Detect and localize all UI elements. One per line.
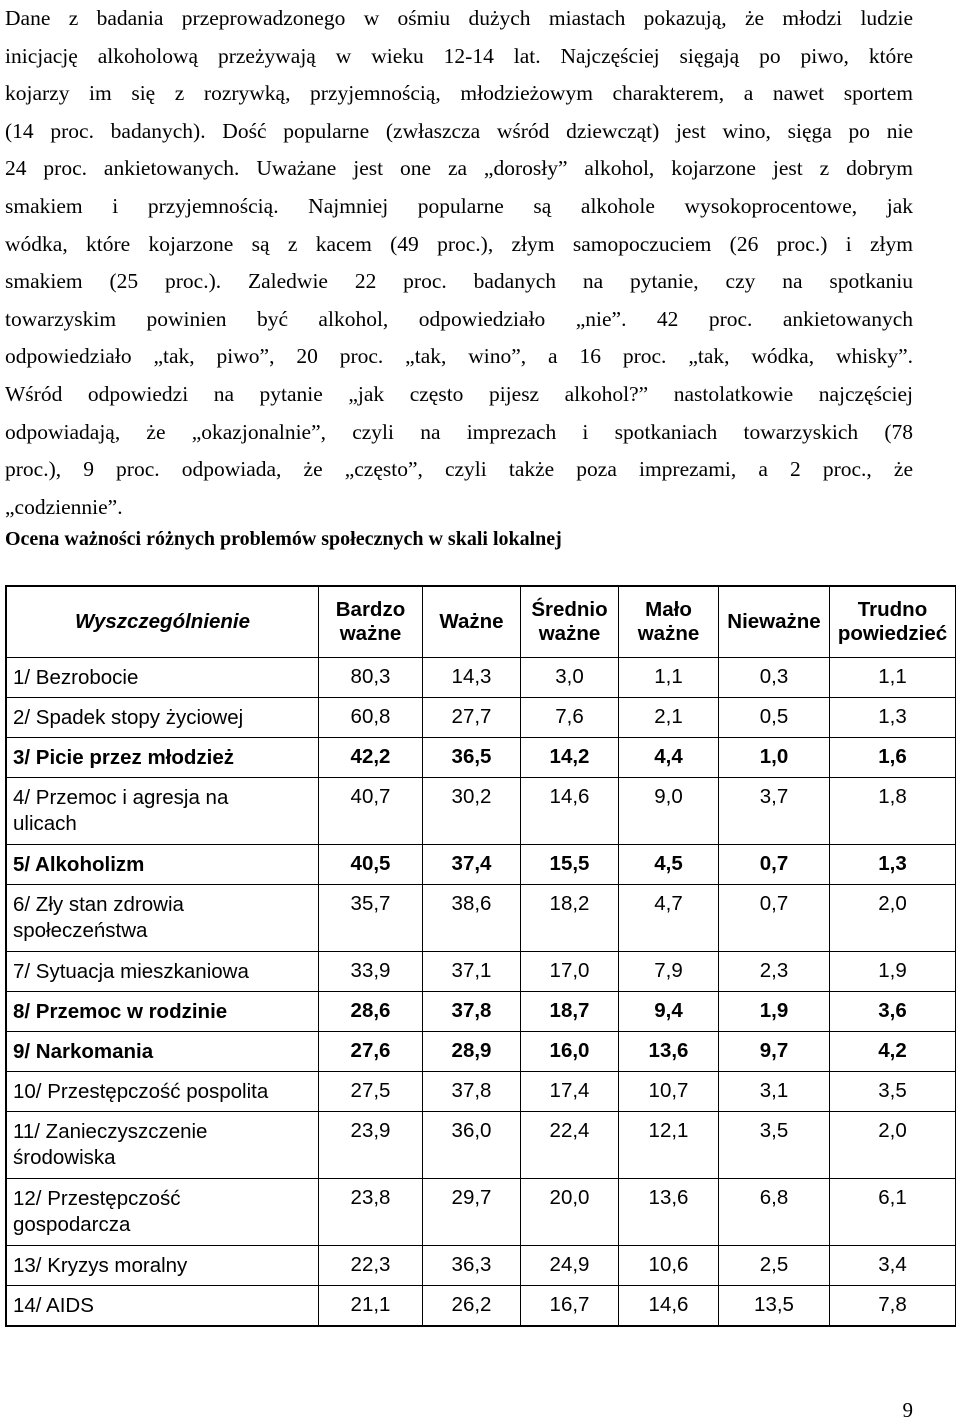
value-cell: 35,7 — [319, 885, 423, 952]
value-cell: 37,8 — [423, 992, 521, 1032]
table-row — [7, 738, 956, 778]
value-cell: 2,3 — [719, 952, 830, 992]
paragraph-line: towarzyskim powinien być alkohol, odpowiedziało „nie”. 42 proc. ankietowanych — [5, 306, 913, 331]
value-cell: 37,8 — [423, 1072, 521, 1112]
value-cell: 36,5 — [423, 738, 521, 778]
value-cell: 16,7 — [521, 1286, 619, 1326]
value-cell: 1,3 — [830, 698, 956, 738]
body-paragraph — [5, 0, 913, 526]
value-cell: 22,3 — [319, 1246, 423, 1286]
value-cell: 3,7 — [719, 778, 830, 845]
value-cell: 27,7 — [423, 698, 521, 738]
row-label — [7, 952, 319, 992]
value-cell: 80,3 — [319, 658, 423, 698]
value-cell: 1,9 — [830, 952, 956, 992]
value-cell: 29,7 — [423, 1179, 521, 1246]
column-header-text: ważne — [339, 622, 402, 645]
row-label-text: 6/ Zły stan zdrowia — [13, 893, 184, 916]
value-cell: 21,1 — [319, 1286, 423, 1326]
table-row — [7, 658, 956, 698]
paragraph-line: kojarzy im się z rozrywką, przyjemnością, młodzieżowym charakterem, a nawet sportem — [5, 81, 913, 106]
value-cell: 40,5 — [319, 845, 423, 885]
value-cell: 13,5 — [719, 1286, 830, 1326]
value-cell: 1,9 — [719, 992, 830, 1032]
value-cell: 6,1 — [830, 1179, 956, 1246]
table-row — [7, 952, 956, 992]
paragraph-line: Dane z badania przeprowadzonego w ośmiu dużych miastach pokazują, że młodzi ludzie — [5, 6, 913, 30]
column-header-text: powiedzieć — [837, 622, 948, 645]
value-cell: 33,9 — [319, 952, 423, 992]
value-cell: 2,0 — [830, 1112, 956, 1179]
value-cell: 14,2 — [521, 738, 619, 778]
row-label-text: 4/ Przemoc i agresja na — [13, 786, 229, 809]
value-cell: 15,5 — [521, 845, 619, 885]
table-heading: Ocena ważności różnych problemów społecznych w skali lokalnej — [5, 528, 562, 550]
paragraph-line: smakiem i przyjemnością. Najmniej popularne są alkohole wysokoprocentowe, jak — [5, 193, 913, 218]
page-number: 9 — [902, 1398, 913, 1422]
row-label-text: 5/ Alkoholizm — [13, 853, 145, 876]
value-cell: 28,6 — [319, 992, 423, 1032]
problems-table — [6, 586, 956, 1326]
row-label — [7, 1072, 319, 1112]
paragraph-line: odpowiadają, że „okazjonalnie”, czyli na imprezach i spotkaniach towarzyskich (78 — [5, 419, 913, 444]
table-row — [7, 845, 956, 885]
value-cell: 0,7 — [719, 885, 830, 952]
row-label-text: ulicach — [13, 812, 77, 835]
value-cell: 14,6 — [521, 778, 619, 845]
row-label — [7, 992, 319, 1032]
value-cell: 4,4 — [619, 738, 719, 778]
column-header — [830, 587, 956, 658]
row-label — [7, 845, 319, 885]
table-row — [7, 1072, 956, 1112]
column-header — [521, 587, 619, 658]
value-cell: 9,7 — [719, 1032, 830, 1072]
value-cell: 37,4 — [423, 845, 521, 885]
row-label-text: gospodarcza — [13, 1213, 131, 1236]
value-cell: 2,5 — [719, 1246, 830, 1286]
column-header — [7, 587, 319, 658]
column-header-text: ważne — [538, 622, 601, 645]
row-label — [7, 1179, 319, 1246]
column-header-text: ważne — [637, 622, 700, 645]
column-header — [719, 587, 830, 658]
value-cell: 20,0 — [521, 1179, 619, 1246]
table-row — [7, 1179, 956, 1246]
value-cell: 17,0 — [521, 952, 619, 992]
row-label-text: 1/ Bezrobocie — [13, 666, 139, 689]
table-row — [7, 1032, 956, 1072]
row-label-text: 3/ Picie przez młodzież — [13, 746, 235, 769]
value-cell: 0,3 — [719, 658, 830, 698]
paragraph-line: Wśród odpowiedzi na pytanie „jak często pijesz alkohol?” nastolatkowie najczęściej — [5, 381, 913, 406]
row-label-text: 13/ Kryzys moralny — [13, 1254, 188, 1277]
value-cell: 6,8 — [719, 1179, 830, 1246]
table-row — [7, 778, 956, 845]
value-cell: 7,9 — [619, 952, 719, 992]
row-label — [7, 658, 319, 698]
value-cell: 1,1 — [830, 658, 956, 698]
column-header-text: Ważne — [439, 610, 504, 633]
paragraph-line: 24 proc. ankietowanych. Uważane jest one za „dorosły” alkohol, kojarzone jest z dobrym — [5, 156, 913, 181]
row-label — [7, 1032, 319, 1072]
column-header-text: Trudno — [857, 598, 928, 621]
value-cell: 3,1 — [719, 1072, 830, 1112]
table-row — [7, 1246, 956, 1286]
value-cell: 23,9 — [319, 1112, 423, 1179]
row-label-text: 8/ Przemoc w rodzinie — [13, 1000, 228, 1023]
value-cell: 0,7 — [719, 845, 830, 885]
value-cell: 27,5 — [319, 1072, 423, 1112]
value-cell: 27,6 — [319, 1032, 423, 1072]
value-cell: 37,1 — [423, 952, 521, 992]
value-cell: 10,6 — [619, 1246, 719, 1286]
table-row — [7, 992, 956, 1032]
row-label — [7, 1286, 319, 1326]
value-cell: 10,7 — [619, 1072, 719, 1112]
value-cell: 1,8 — [830, 778, 956, 845]
value-cell: 4,5 — [619, 845, 719, 885]
value-cell: 2,0 — [830, 885, 956, 952]
paragraph-line: wódka, które kojarzone są z kacem (49 proc.), złym samopoczuciem (26 proc.) i złym — [5, 231, 913, 256]
value-cell: 7,6 — [521, 698, 619, 738]
table-row — [7, 698, 956, 738]
row-label-text: 9/ Narkomania — [13, 1040, 154, 1063]
paragraph-line: smakiem (25 proc.). Zaledwie 22 proc. badanych na pytanie, czy na spotkaniu — [5, 269, 913, 294]
table-row — [7, 1286, 956, 1326]
value-cell: 13,6 — [619, 1179, 719, 1246]
paragraph-line: inicjację alkoholową przeżywają w wieku 12-14 lat. Najczęściej sięgają po piwo, które — [5, 43, 913, 68]
value-cell: 28,9 — [423, 1032, 521, 1072]
row-label — [7, 738, 319, 778]
column-header-text: Nieważne — [727, 610, 821, 633]
value-cell: 40,7 — [319, 778, 423, 845]
row-label — [7, 885, 319, 952]
value-cell: 17,4 — [521, 1072, 619, 1112]
value-cell: 14,3 — [423, 658, 521, 698]
row-label-text: środowiska — [13, 1146, 116, 1169]
row-label-text: 12/ Przestępczość — [13, 1187, 181, 1210]
value-cell: 3,5 — [830, 1072, 956, 1112]
value-cell: 1,3 — [830, 845, 956, 885]
paragraph-line: (14 proc. badanych). Dość popularne (zwłaszcza wśród dziewcząt) jest wino, sięga po nie — [5, 118, 913, 143]
value-cell: 1,1 — [619, 658, 719, 698]
row-label — [7, 698, 319, 738]
row-label — [7, 1246, 319, 1286]
paragraph-line: „codziennie”. — [5, 494, 123, 519]
value-cell: 4,7 — [619, 885, 719, 952]
value-cell: 4,2 — [830, 1032, 956, 1072]
column-header — [619, 587, 719, 658]
row-label — [7, 1112, 319, 1179]
value-cell: 1,6 — [830, 738, 956, 778]
value-cell: 36,0 — [423, 1112, 521, 1179]
column-header-text: Wyszczególnienie — [74, 610, 251, 633]
value-cell: 36,3 — [423, 1246, 521, 1286]
value-cell: 16,0 — [521, 1032, 619, 1072]
value-cell: 7,8 — [830, 1286, 956, 1326]
column-header — [319, 587, 423, 658]
column-header-text: Bardzo — [335, 598, 406, 621]
value-cell: 12,1 — [619, 1112, 719, 1179]
value-cell: 22,4 — [521, 1112, 619, 1179]
value-cell: 18,2 — [521, 885, 619, 952]
column-header-text: Średnio — [531, 598, 608, 621]
table-row — [7, 885, 956, 952]
value-cell: 23,8 — [319, 1179, 423, 1246]
value-cell: 9,4 — [619, 992, 719, 1032]
table-row — [7, 1112, 956, 1179]
row-label-text: 14/ AIDS — [13, 1294, 94, 1317]
value-cell: 30,2 — [423, 778, 521, 845]
paragraph-line: proc.), 9 proc. odpowiada, że „często”, czyli także poza imprezami, a 2 proc., że — [5, 457, 913, 482]
value-cell: 24,9 — [521, 1246, 619, 1286]
table-frame — [5, 585, 956, 1327]
value-cell: 3,6 — [830, 992, 956, 1032]
value-cell: 3,4 — [830, 1246, 956, 1286]
value-cell: 18,7 — [521, 992, 619, 1032]
column-header — [423, 587, 521, 658]
value-cell: 42,2 — [319, 738, 423, 778]
row-label-text: 11/ Zanieczyszczenie — [13, 1120, 208, 1143]
paragraph-line: odpowiedziało „tak, piwo”, 20 proc. „tak, wino”, a 16 proc. „tak, wódka, whisky”. — [5, 344, 913, 369]
value-cell: 0,5 — [719, 698, 830, 738]
value-cell: 2,1 — [619, 698, 719, 738]
value-cell: 60,8 — [319, 698, 423, 738]
value-cell: 13,6 — [619, 1032, 719, 1072]
row-label-text: 10/ Przestępczość pospolita — [13, 1080, 269, 1103]
column-header-text: Mało — [645, 598, 692, 621]
row-label-text: 2/ Spadek stopy życiowej — [13, 706, 244, 729]
value-cell: 26,2 — [423, 1286, 521, 1326]
value-cell: 9,0 — [619, 778, 719, 845]
value-cell: 3,5 — [719, 1112, 830, 1179]
value-cell: 14,6 — [619, 1286, 719, 1326]
value-cell: 1,0 — [719, 738, 830, 778]
row-label-text: 7/ Sytuacja mieszkaniowa — [13, 960, 249, 983]
table-header-row — [7, 587, 956, 658]
row-label-text: społeczeństwa — [13, 919, 148, 942]
value-cell: 38,6 — [423, 885, 521, 952]
value-cell: 3,0 — [521, 658, 619, 698]
row-label — [7, 778, 319, 845]
